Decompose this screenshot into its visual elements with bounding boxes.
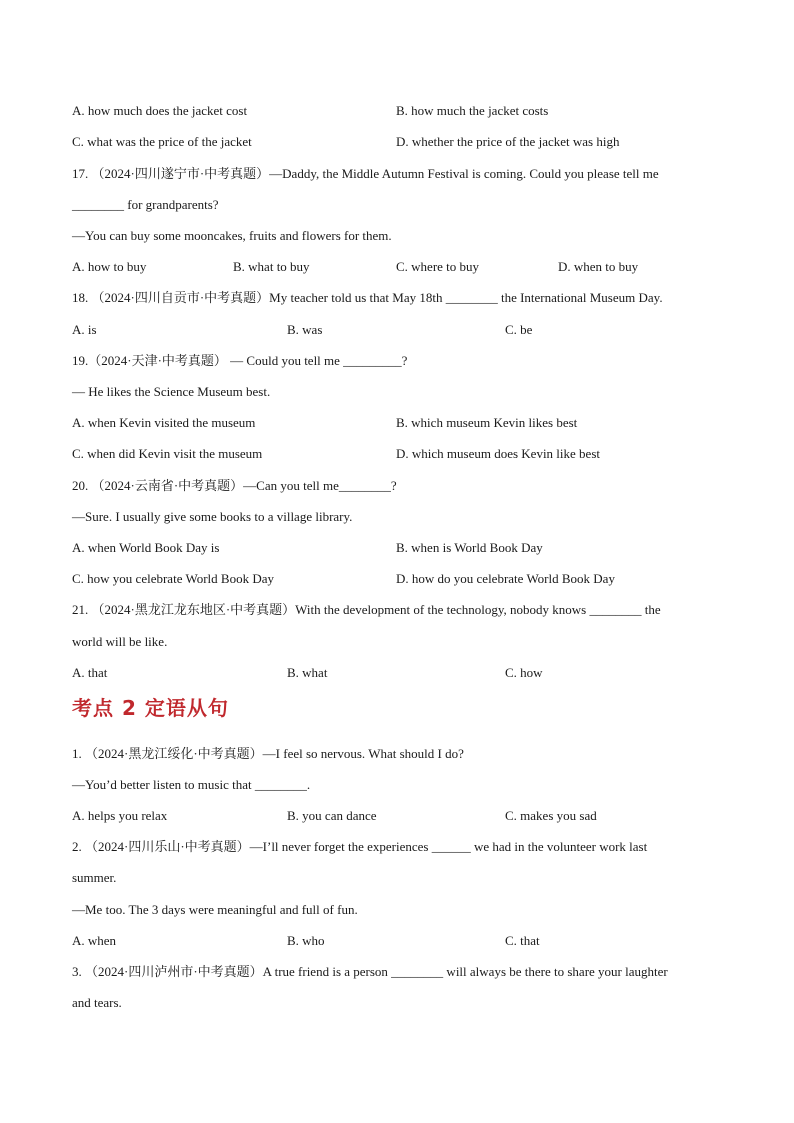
s2q2-stem-continued: summer. (72, 870, 117, 885)
q17-stem: 17. （2024·四川遂宁市·中考真题）—Daddy, the Middle Autumn Festival is coming. Could you please tell me (72, 166, 659, 181)
section-heading: 考点 2 定语从句 (72, 696, 229, 720)
q20-answer-line: —Sure. I usually give some books to a village library. (72, 509, 353, 524)
q18-stem: 18. （2024·四川自贡市·中考真题）My teacher told us that May 18th ________ the International Museum Day. (72, 290, 663, 305)
q17-option-b: B. what to buy (233, 259, 310, 274)
q16-option-b: B. how much the jacket costs (396, 103, 549, 118)
q17-answer-line: —You can buy some mooncakes, fruits and flowers for them. (72, 228, 392, 243)
s2q1-option-b: B. you can dance (287, 808, 377, 823)
s2q2-option-a: A. when (72, 933, 117, 948)
s2q1-option-a: A. helps you relax (72, 808, 168, 823)
q19-option-d: D. which museum does Kevin like best (396, 446, 600, 461)
q20-option-c: C. how you celebrate World Book Day (72, 571, 274, 586)
q21-option-a: A. that (72, 665, 108, 680)
q19-option-a: A. when Kevin visited the museum (72, 415, 256, 430)
q21-stem: 21. （2024·黑龙江龙东地区·中考真题）With the development of the technology, nobody knows ________ the (72, 602, 661, 617)
s2q2-option-c: C. that (505, 933, 540, 948)
q20-option-a: A. when World Book Day is (72, 540, 220, 555)
q19-option-b: B. which museum Kevin likes best (396, 415, 578, 430)
q17-stem-continued: ________ for grandparents? (72, 197, 219, 212)
q20-option-b: B. when is World Book Day (396, 540, 543, 555)
q16-option-a: A. how much does the jacket cost (72, 103, 248, 118)
q18-option-b: B. was (287, 322, 323, 337)
s2q3-stem-continued: and tears. (72, 995, 122, 1010)
q20-option-d: D. how do you celebrate World Book Day (396, 571, 615, 586)
s2q2-option-b: B. who (287, 933, 325, 948)
s2q3-stem: 3. （2024·四川泸州市·中考真题）A true friend is a person ________ will always be there to share your laughter (72, 964, 668, 979)
q20-stem: 20. （2024·云南省·中考真题）—Can you tell me________? (72, 478, 397, 493)
q17-option-c: C. where to buy (396, 259, 480, 274)
q21-option-b: B. what (287, 665, 328, 680)
q17-option-a: A. how to buy (72, 259, 147, 274)
s2q1-answer-line: —You’d better listen to music that ________. (72, 777, 311, 792)
q18-option-c: C. be (505, 322, 533, 337)
q21-option-c: C. how (505, 665, 543, 680)
s2q1-stem: 1. （2024·黑龙江绥化·中考真题）—I feel so nervous. What should I do? (72, 746, 464, 761)
q19-stem: 19.（2024·天津·中考真题） — Could you tell me _________? (72, 353, 408, 368)
s2q1-option-c: C. makes you sad (505, 808, 597, 823)
q19-option-c: C. when did Kevin visit the museum (72, 446, 263, 461)
q17-option-d: D. when to buy (558, 259, 639, 274)
q16-option-d: D. whether the price of the jacket was high (396, 134, 620, 149)
q21-stem-continued: world will be like. (72, 634, 168, 649)
q16-option-c: C. what was the price of the jacket (72, 134, 252, 149)
s2q2-answer-line: —Me too. The 3 days were meaningful and full of fun. (72, 902, 358, 917)
q19-answer-line: — He likes the Science Museum best. (72, 384, 271, 399)
s2q2-stem: 2. （2024·四川乐山·中考真题）—I’ll never forget the experiences ______ we had in the volunteer work last (72, 839, 648, 854)
q18-option-a: A. is (72, 322, 97, 337)
